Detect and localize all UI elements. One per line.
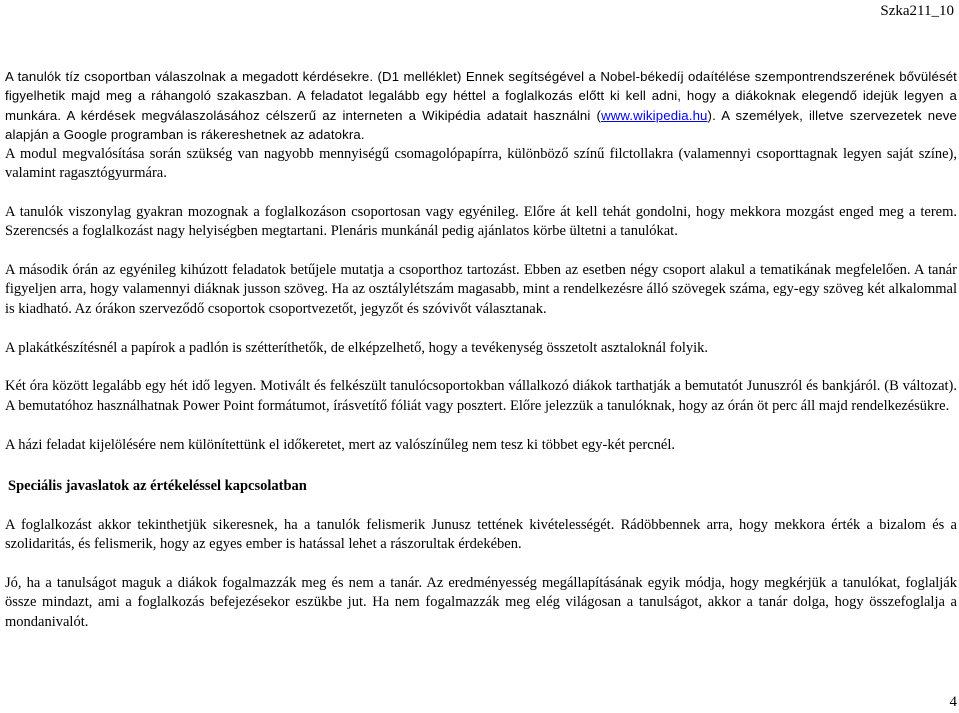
paragraph-success-criteria: A foglalkozást akkor tekinthetjük sikeresnek, ha a tanulók felismerik Junusz tettének kivételességét. Rádöbbennek arra, hogy mekkora érték a bizalom és a szolidaritás, és felismerik, hogy az egyes ember is hatással lehet a rászorultak érdekében. xyxy=(5,516,957,553)
page-number: 4 xyxy=(949,694,957,710)
paragraph-second-lesson: A második órán az egyénileg kihúzott feladatok betűjele mutatja a csoporthoz tartozást. Ebben az esetben négy csoport alakul a tematikának megfelelően. A tanár figyeljen arra, hogy valamennyi diáknak jusson szöveg. Ha az osztálylétszám magasabb, mint a rendelkezésre álló szövegek száma, egy-egy szöveg két alkalommal is kiadható. Az órákon szerveződő csoportok csoportvezetőt, jegyzőt és szóvivőt választanak. xyxy=(5,262,957,317)
paragraph-text: A tanulók tíz csoportban válaszolnak a megadott kérdésekre. (D1 melléklet) Ennek segítségével a Nobel-békedíj odaítélése szempontrendszerének bővülését figyelhetik majd meg a ráhangoló szakaszban. A feladatot legalább egy héttel a foglalkozás előtt ki kell adni, hogy a diákoknak elegendő idejük legyen a munkára. A kérdések megválaszolásához célszerű az interneten a Wikipédia adatait használni ( xyxy=(5,69,957,123)
paragraph-homework-time: A házi feladat kijelölésére nem különítettünk el időkeretet, mert az valószínűleg nem tesz ki többet egy-két percnél. xyxy=(5,436,675,453)
paragraph-materials: A modul megvalósítása során szükség van nagyobb mennyiségű csomagolópapírra, különböző színű filctollakra (valamennyi csoporttagnak legyen saját színe), valamint ragasztógyurmára. xyxy=(5,145,957,182)
paragraph-lesson-summary: Jó, ha a tanulságot maguk a diákok fogalmazzák meg és nem a tanár. Az eredményesség megállapításának egyik módja, hogy megkérjük a tanulókat, foglalják össze mindazt, ami a foglalkozás befejezésekor eszükbe jut. Ha nem fogalmazzák meg elég világosan a tanulságot, akkor a tanár dolga, hogy összefoglalja a mondanivalót. xyxy=(5,575,957,630)
section-heading: Speciális javaslatok az értékeléssel kapcsolatban xyxy=(8,478,307,495)
document-id-header: Szka211_10 xyxy=(880,3,954,19)
paragraph-homework-questions xyxy=(5,67,957,145)
paragraph-poster-making: A plakátkészítésnél a papírok a padlón is szétteríthetők, de elképzelhető, hogy a tevékenység összetolt asztaloknál folyik. xyxy=(5,339,709,356)
paragraph-presentation: Két óra között legalább egy hét idő legyen. Motivált és felkészült tanulócsoportokban vállalkozó diákok tarthatják a bemutatót Junuszról és bankjáról. (B változat). A bemutatóhoz használhatnak Power Point formátumot, írásvetítő fóliát vagy posztert. Előre jelezzük a tanulóknak, hogy az órán öt perc áll majd rendelkezésükre. xyxy=(5,378,957,414)
paragraph-text: ). A személyek, illetve szervezetek neve alapján a Google programban is rákereshetnek az adatokra. xyxy=(5,107,957,143)
wikipedia-link[interactable]: www.wikipedia.hu xyxy=(601,107,708,123)
document-body xyxy=(5,67,957,632)
paragraph-room-movement: A tanulók viszonylag gyakran mozognak a foglalkozáson csoportosan vagy egyénileg. Előre át kell tehát gondolni, hogy mekkora mozgást enged meg a terem. Szerencsés a foglalkozást nagy helyiségben megtartani. Plenáris munkánál pedig ajánlatos körbe ültetni a tanulókat. xyxy=(5,203,957,240)
